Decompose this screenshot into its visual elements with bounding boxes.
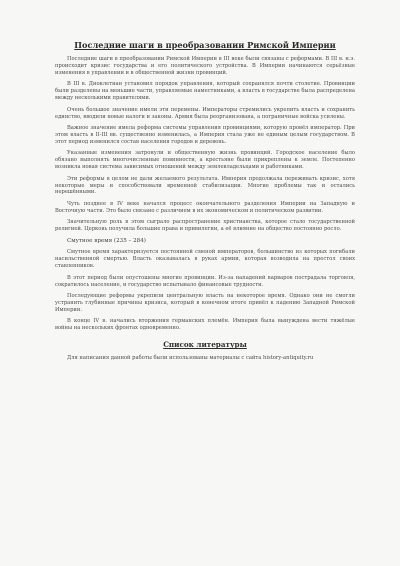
paragraph: Значительную роль в этом сыграло распространение христианства, которое стало государственной религией. Церковь получила большие права и привилегии, а её влияние на общество постоянно росло.	[55, 219, 355, 233]
document-body	[55, 40, 355, 367]
paragraph: В III в. Диоклетиан установил порядок управления, который сохранялся почти столетие. Провинции были разделены на меньшие части, управляемые наместниками, а власть в государстве была распределена между несколькими правителями.	[55, 81, 355, 102]
paragraph: Важное значение имела реформа системы управления провинциями, которую провёл император. При этом власть в II-III вв. существенно изменилась, а Империя стала уже не единым целым государством. В этот период изменился состав населения городов и деревень.	[55, 125, 355, 145]
document-title: Последние шаги в преобразовании Римской Империи	[74, 40, 336, 50]
references-heading: Список литературы	[163, 340, 247, 350]
section-subtitle: Смутное время (235 – 284)	[67, 237, 146, 244]
paragraph: Чуть позднее в IV веке начался процесс окончательного разделения Империи на Западную и Восточную части. Это было связано с различием в их экономическом и политическом развитии.	[55, 200, 355, 214]
references-text: Для написания данной работы были использованы материалы с сайта history-antiquity.ru	[67, 355, 314, 362]
paragraph: Последние шаги в преобразовании Римской Империи в III веке были связаны с реформами. В III в. н.э. происходит кризис государства и его политического устройства. В Империи начинаются серьёзные изменения в управлении и в общественной жизни провинций.	[55, 56, 355, 76]
paragraph: Очень большое значение имели эти перемены. Императоры стремились укрепить власть и сохранить единство, вводили новые налоги и законы. Армия была реорганизована, а пограничные войска усилены.	[55, 106, 355, 120]
paragraph: В конце IV в. начались вторжения германских племён. Империя была вынуждена вести тяжёлые войны на нескольких фронтах одновременно.	[55, 318, 355, 332]
paragraph: Смутное время характеризуется постоянной сменой императоров, большинство из которых погибали насильственной смертью. Власть оказывалась в руках армии, которая возводила на престол своих ставленников.	[55, 249, 355, 270]
paragraph: Указанные изменения затронули и общественную жизнь провинций. Городское население было обязано выполнять многочисленные повинности, а крестьяне были прикреплены к земле. Постепенно возникла новая система зависимых отношений между землевладельцами и работниками.	[55, 150, 355, 171]
paragraph: В этот период были опустошены многие провинции. Из-за нападений варваров пострадала торговля, сократилось население, и государство испытывало финансовые трудности.	[55, 274, 355, 288]
paragraph: Последующие реформы укрепили центральную власть на некоторое время. Однако они не смогли устранить глубинные причины кризиса, который в конечном итоге привёл к падению Западной Римской Империи.	[55, 293, 355, 313]
paragraph: Эти реформы в целом не дали желаемого результата. Империя продолжала переживать кризис, хотя некоторые меры и способствовали временной стабилизации. Многие проблемы так и остались нерешёнными.	[55, 175, 355, 196]
